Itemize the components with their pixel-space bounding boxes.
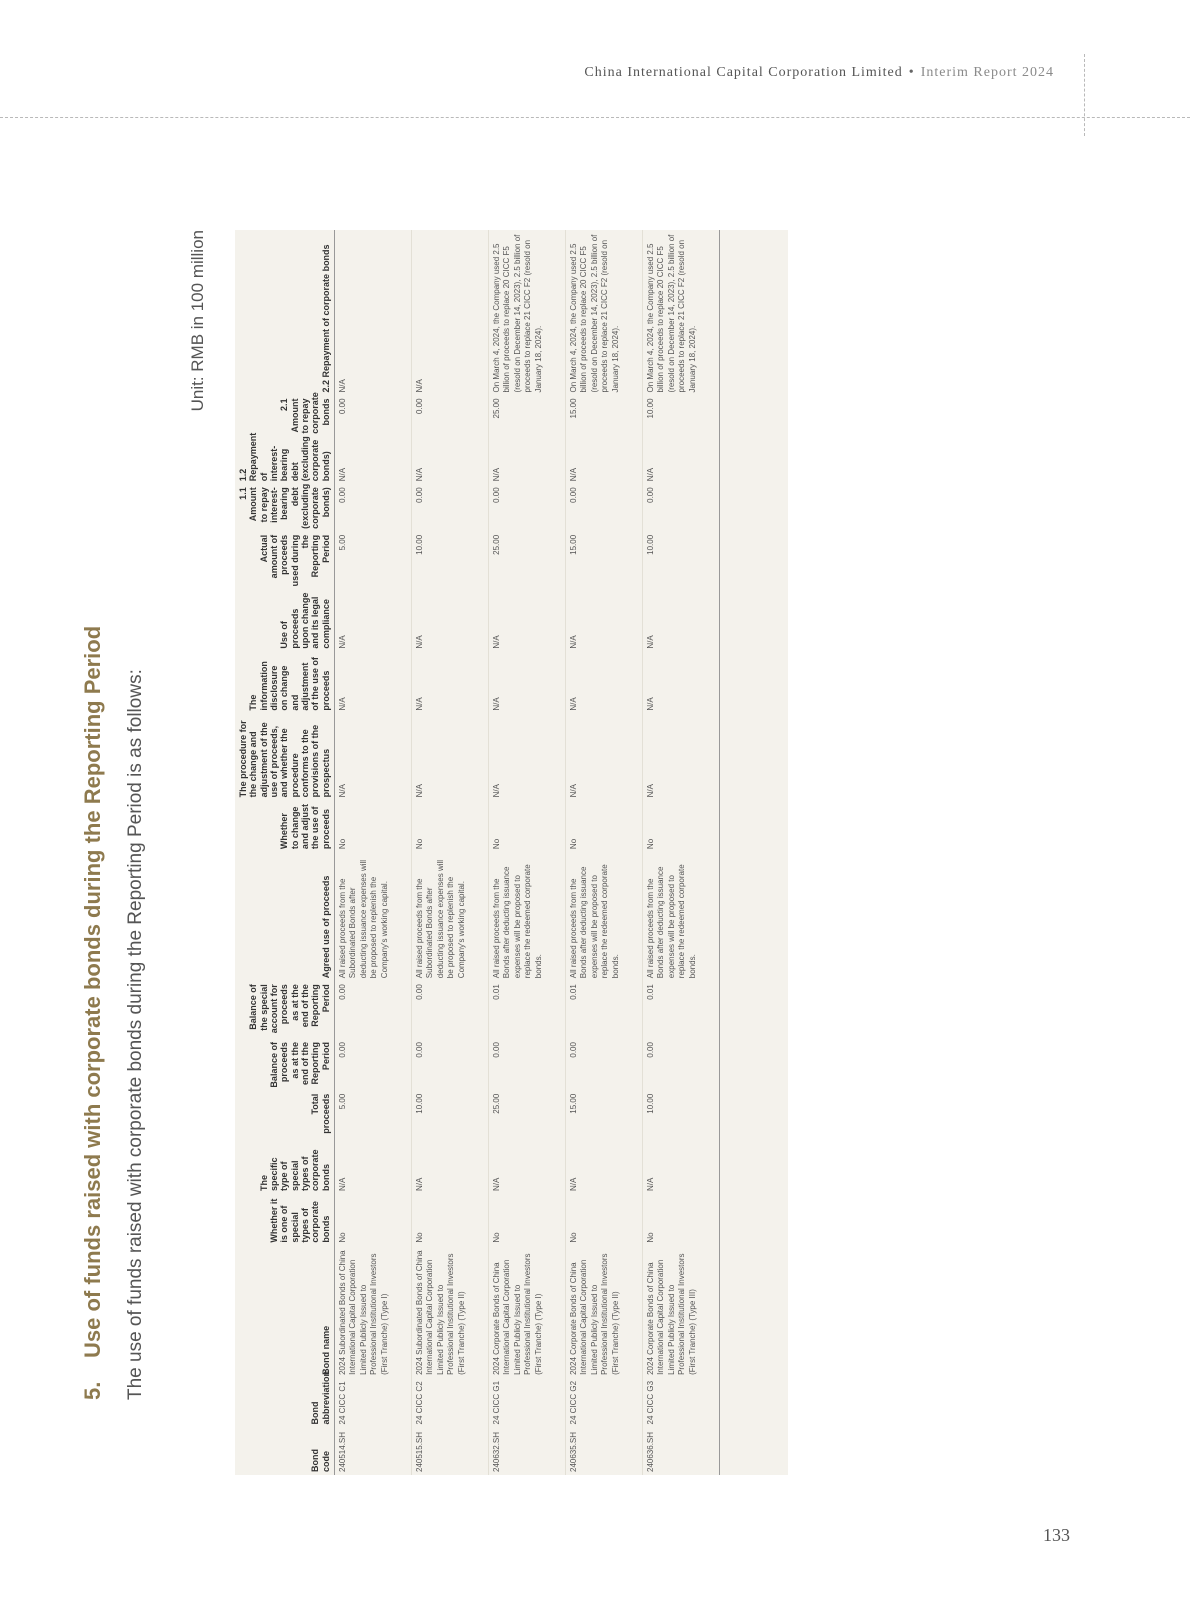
cell-change-flag: No	[412, 800, 489, 852]
cell-amount-2-1: 0.00	[412, 395, 489, 436]
table-row	[489, 230, 566, 1475]
column-header: Whether to change and adjust the use of proceeds	[235, 800, 335, 852]
column-header: The procedure for the change and adjustment of the use of proceeds, and whether the procedure conforms to the provisions of the prospectus	[235, 714, 335, 801]
cell-agreed-use: All raised proceeds from the Bonds after deducting issuance expenses will be proposed to replace the redeemed corporate bonds.	[566, 852, 643, 981]
cell-procedure: N/A	[643, 714, 720, 801]
cell-bond-code: 240514.SH	[335, 1427, 412, 1475]
column-header: 1.2 Repayment of interest-bearing debt (excluding corporate bonds)	[235, 437, 335, 485]
cell-bond-abbreviation: 24 CICC G1	[489, 1378, 566, 1428]
cell-bond-code: 240636.SH	[643, 1427, 720, 1475]
cell-change-flag: No	[643, 800, 720, 852]
cell-bond-code: 240632.SH	[489, 1427, 566, 1475]
cell-bond-name: 2024 Subordinated Bonds of China International Capital Corporation Limited Publicly Issued to Professional Institutional Investors (First Tranche) (Type I)	[335, 1246, 412, 1378]
cell-bond-abbreviation: 24 CICC C1	[335, 1378, 412, 1428]
cell-amount-2-1: 0.00	[335, 395, 412, 436]
cell-bond-code: 240515.SH	[412, 1427, 489, 1475]
cell-repayment-2-2: On March 4, 2024, the Company used 2.5 billion of proceeds to replace 20 CICC F5 (resold on December 14, 2023), 2.5 billion of proceeds to replace 21 CICC F2 (resold on January 18, 2024).	[489, 230, 566, 395]
cell-bond-code: 240635.SH	[566, 1427, 643, 1475]
cell-actual-amount: 15.00	[566, 532, 643, 590]
cell-compliance: N/A	[335, 590, 412, 652]
cell-actual-amount: 25.00	[489, 532, 566, 590]
cell-special-type-flag: No	[643, 1194, 720, 1246]
cell-procedure: N/A	[489, 714, 566, 801]
cell-total-proceeds: 5.00	[335, 1091, 412, 1143]
cell-repayment-1-2: N/A	[412, 437, 489, 485]
header-report-title: Interim Report 2024	[920, 65, 1054, 80]
cell-agreed-use: All raised proceeds from the Bonds after deducting issuance expenses will be proposed to replace the redeemed corporate bonds.	[489, 852, 566, 981]
cell-procedure: N/A	[335, 714, 412, 801]
cell-special-type: N/A	[566, 1142, 643, 1194]
cell-bond-abbreviation: 24 CICC G2	[566, 1378, 643, 1428]
cell-change-flag: No	[489, 800, 566, 852]
cell-account-balance: 0.01	[566, 981, 643, 1039]
cell-amount-2-1: 15.00	[566, 395, 643, 436]
cell-bond-name: 2024 Corporate Bonds of China International Capital Corporation Limited Publicly Issued to Professional Institutional Investors (First Tranche) (Type II)	[566, 1246, 643, 1378]
header-separator: •	[908, 65, 915, 80]
cell-special-type: N/A	[489, 1142, 566, 1194]
cell-bond-name: 2024 Corporate Bonds of China International Capital Corporation Limited Publicly Issued to Professional Institutional Investors (First Tranche) (Type III)	[643, 1246, 720, 1378]
cell-compliance: N/A	[412, 590, 489, 652]
cell-repayment-1-2: N/A	[489, 437, 566, 485]
cell-compliance: N/A	[643, 590, 720, 652]
cell-balance-proceeds: 0.00	[643, 1039, 720, 1091]
column-header: 2.2 Repayment of corporate bonds	[235, 230, 335, 395]
table-header-row	[235, 230, 335, 1475]
column-header: Bond abbreviation	[235, 1378, 335, 1428]
cell-disclosure: N/A	[566, 652, 643, 714]
cell-amount-1-1: 0.00	[412, 484, 489, 532]
cell-compliance: N/A	[566, 590, 643, 652]
cell-balance-proceeds: 0.00	[335, 1039, 412, 1091]
cell-balance-proceeds: 0.00	[566, 1039, 643, 1091]
cell-amount-1-1: 0.00	[335, 484, 412, 532]
cell-amount-1-1: 0.00	[643, 484, 720, 532]
cell-special-type-flag: No	[489, 1194, 566, 1246]
cell-repayment-1-2: N/A	[566, 437, 643, 485]
cell-bond-abbreviation: 24 CICC C2	[412, 1378, 489, 1428]
bond-proceeds-table	[235, 230, 720, 1475]
cell-agreed-use: All raised proceeds from the Subordinated Bonds after deducting issuance expenses will be proposed to replenish the Company's working capital.	[412, 852, 489, 981]
cell-disclosure: N/A	[335, 652, 412, 714]
cell-amount-1-1: 0.00	[566, 484, 643, 532]
column-header: Bond name	[235, 1246, 335, 1378]
cell-change-flag: No	[335, 800, 412, 852]
cell-balance-proceeds: 0.00	[412, 1039, 489, 1091]
column-header: Agreed use of proceeds	[235, 852, 335, 981]
column-header: 1.1 Amount to repay interest-bearing debt (excluding corporate bonds)	[235, 484, 335, 532]
cell-special-type: N/A	[412, 1142, 489, 1194]
bond-proceeds-table-container	[235, 230, 788, 1475]
cell-bond-name: 2024 Subordinated Bonds of China International Capital Corporation Limited Publicly Issued to Professional Institutional Investors (First Tranche) (Type II)	[412, 1246, 489, 1378]
cell-repayment-1-2: N/A	[643, 437, 720, 485]
cell-repayment-1-2: N/A	[335, 437, 412, 485]
cell-procedure: N/A	[566, 714, 643, 801]
header-company: China International Capital Corporation Limited	[584, 65, 903, 80]
column-header: Bond code	[235, 1427, 335, 1475]
header-divider-vertical	[1084, 54, 1085, 136]
cell-disclosure: N/A	[643, 652, 720, 714]
cell-special-type-flag: No	[566, 1194, 643, 1246]
column-header: Balance of proceeds as at the end of the Reporting Period	[235, 1039, 335, 1091]
column-header: Actual amount of proceeds used during the Reporting Period	[235, 532, 335, 590]
cell-agreed-use: All raised proceeds from the Subordinated Bonds after deducting issuance expenses will be proposed to replenish the Company's working capital.	[335, 852, 412, 981]
table-row	[566, 230, 643, 1475]
cell-special-type: N/A	[643, 1142, 720, 1194]
header-divider-horizontal	[0, 117, 1190, 118]
page-header	[584, 65, 1054, 81]
unit-note: Unit: RMB in 100 million	[188, 230, 207, 412]
cell-repayment-2-2: N/A	[335, 230, 412, 395]
column-header: Whether it is one of special types of corporate bonds	[235, 1194, 335, 1246]
cell-repayment-2-2: N/A	[412, 230, 489, 395]
cell-special-type-flag: No	[335, 1194, 412, 1246]
cell-repayment-2-2: On March 4, 2024, the Company used 2.5 billion of proceeds to replace 20 CICC F5 (resold on December 14, 2023), 2.5 billion of proceeds to replace 21 CICC F2 (resold on January 18, 2024).	[643, 230, 720, 395]
cell-disclosure: N/A	[489, 652, 566, 714]
column-header: The specific type of special types of corporate bonds	[235, 1142, 335, 1194]
cell-total-proceeds: 10.00	[412, 1091, 489, 1143]
cell-actual-amount: 10.00	[643, 532, 720, 590]
cell-bond-name: 2024 Corporate Bonds of China International Capital Corporation Limited Publicly Issued to Professional Institutional Investors (First Tranche) (Type I)	[489, 1246, 566, 1378]
cell-total-proceeds: 25.00	[489, 1091, 566, 1143]
page-number: 133	[1043, 1525, 1070, 1545]
cell-special-type: N/A	[335, 1142, 412, 1194]
cell-amount-1-1: 0.00	[489, 484, 566, 532]
cell-account-balance: 0.00	[335, 981, 412, 1039]
column-header: The information disclosure on change and adjustment of the use of proceeds	[235, 652, 335, 714]
cell-bond-abbreviation: 24 CICC G3	[643, 1378, 720, 1428]
cell-special-type-flag: No	[412, 1194, 489, 1246]
cell-account-balance: 0.01	[643, 981, 720, 1039]
cell-change-flag: No	[566, 800, 643, 852]
cell-compliance: N/A	[489, 590, 566, 652]
section-title-text: Use of funds raised with corporate bonds during the Reporting Period	[80, 625, 105, 1358]
table-row	[643, 230, 720, 1475]
cell-amount-2-1: 25.00	[489, 395, 566, 436]
cell-account-balance: 0.00	[412, 981, 489, 1039]
cell-agreed-use: All raised proceeds from the Bonds after deducting issuance expenses will be proposed to replace the redeemed corporate bonds.	[643, 852, 720, 981]
cell-procedure: N/A	[412, 714, 489, 801]
table-row	[335, 230, 412, 1475]
section-title	[80, 626, 106, 1400]
cell-actual-amount: 10.00	[412, 532, 489, 590]
section-number: 5.	[80, 1381, 105, 1400]
column-header: 2.1 Amount to repay corporate bonds	[235, 395, 335, 436]
cell-balance-proceeds: 0.00	[489, 1039, 566, 1091]
cell-amount-2-1: 10.00	[643, 395, 720, 436]
column-header: Balance of the special account for proceeds as at the end of the Reporting Period	[235, 981, 335, 1039]
cell-disclosure: N/A	[412, 652, 489, 714]
column-header: Total proceeds	[235, 1091, 335, 1143]
cell-total-proceeds: 15.00	[566, 1091, 643, 1143]
cell-account-balance: 0.01	[489, 981, 566, 1039]
cell-total-proceeds: 10.00	[643, 1091, 720, 1143]
cell-repayment-2-2: On March 4, 2024, the Company used 2.5 billion of proceeds to replace 20 CICC F5 (resold on December 14, 2023), 2.5 billion of proceeds to replace 21 CICC F2 (resold on January 18, 2024).	[566, 230, 643, 395]
table-row	[412, 230, 489, 1475]
cell-actual-amount: 5.00	[335, 532, 412, 590]
section-intro: The use of funds raised with corporate bonds during the Reporting Period is as follows:	[125, 669, 146, 1400]
column-header: Use of proceeds upon change and its legal compliance	[235, 590, 335, 652]
